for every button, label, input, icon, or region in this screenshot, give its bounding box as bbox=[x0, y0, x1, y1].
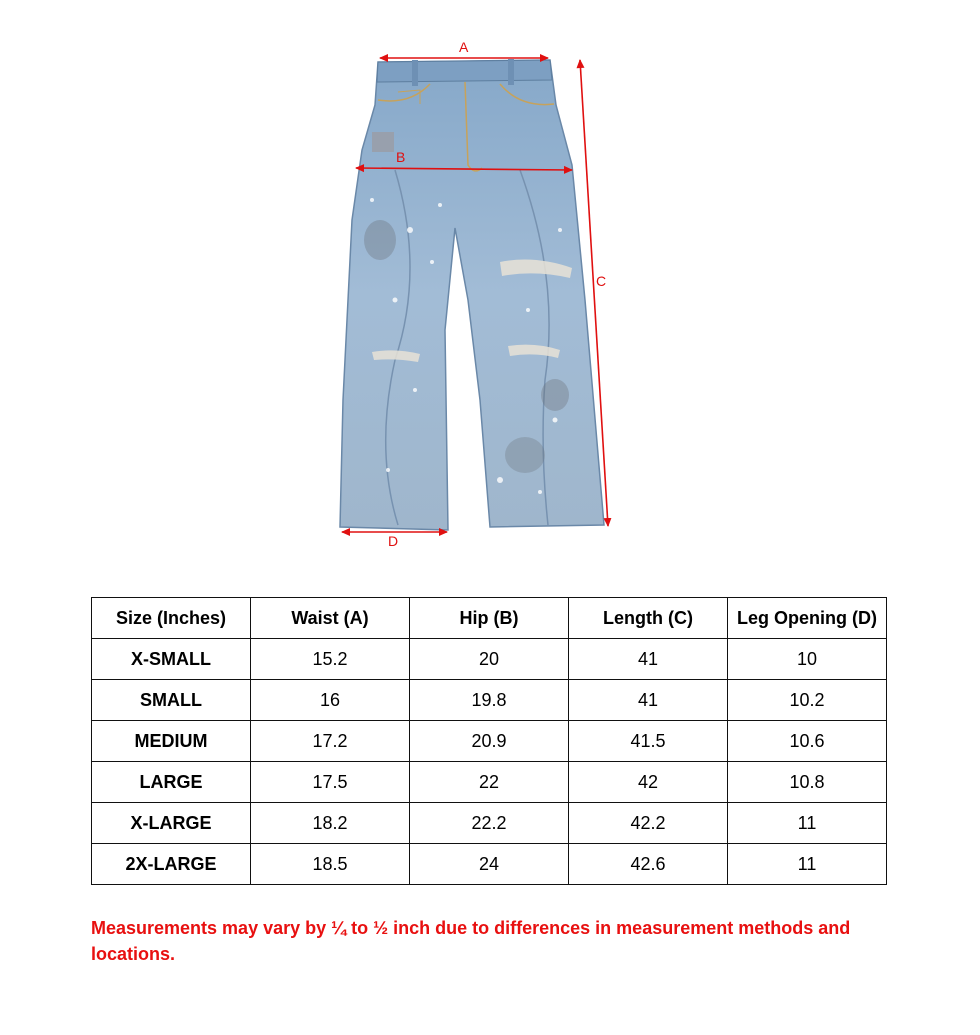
table-cell: 20 bbox=[410, 639, 569, 680]
stain bbox=[541, 379, 569, 411]
column-header: Leg Opening (D) bbox=[728, 598, 887, 639]
table-cell: 41 bbox=[569, 680, 728, 721]
table-cell: 18.5 bbox=[251, 844, 410, 885]
column-header: Hip (B) bbox=[410, 598, 569, 639]
size-chart-table bbox=[91, 597, 887, 885]
table-cell: 10.2 bbox=[728, 680, 887, 721]
table-row bbox=[92, 639, 887, 680]
table-cell: 24 bbox=[410, 844, 569, 885]
size-cell: LARGE bbox=[92, 762, 251, 803]
table-row bbox=[92, 721, 887, 762]
waistband bbox=[377, 60, 552, 82]
column-header: Waist (A) bbox=[251, 598, 410, 639]
table-header-row bbox=[92, 598, 887, 639]
table-row bbox=[92, 844, 887, 885]
size-cell: SMALL bbox=[92, 680, 251, 721]
measurement-note: Measurements may vary by ¼ to ½ inch due to differences in measurement methods and locations. bbox=[91, 918, 851, 964]
table-cell: 11 bbox=[728, 844, 887, 885]
table-cell: 19.8 bbox=[410, 680, 569, 721]
table-cell: 22 bbox=[410, 762, 569, 803]
size-cell: 2X-LARGE bbox=[92, 844, 251, 885]
table-cell: 42 bbox=[569, 762, 728, 803]
label-a: A bbox=[459, 39, 469, 55]
belt-loop bbox=[508, 59, 514, 85]
jeans-body bbox=[340, 60, 607, 530]
jeans-illustration bbox=[340, 59, 607, 530]
column-header: Size (Inches) bbox=[92, 598, 251, 639]
table-cell: 41 bbox=[569, 639, 728, 680]
table-row bbox=[92, 680, 887, 721]
table-cell: 41.5 bbox=[569, 721, 728, 762]
table-cell: 17.2 bbox=[251, 721, 410, 762]
distress-patch bbox=[372, 132, 394, 152]
table-cell: 17.5 bbox=[251, 762, 410, 803]
label-d: D bbox=[388, 533, 399, 549]
size-cell: X-LARGE bbox=[92, 803, 251, 844]
table-cell: 22.2 bbox=[410, 803, 569, 844]
table-cell: 10.6 bbox=[728, 721, 887, 762]
table-cell: 10 bbox=[728, 639, 887, 680]
table-cell: 10.8 bbox=[728, 762, 887, 803]
table-row bbox=[92, 762, 887, 803]
table-cell: 18.2 bbox=[251, 803, 410, 844]
column-header: Length (C) bbox=[569, 598, 728, 639]
stain bbox=[364, 220, 396, 260]
size-cell: MEDIUM bbox=[92, 721, 251, 762]
label-b: B bbox=[396, 149, 406, 165]
label-c: C bbox=[596, 273, 607, 289]
size-cell: X-SMALL bbox=[92, 639, 251, 680]
stain bbox=[505, 437, 545, 473]
table-cell: 20.9 bbox=[410, 721, 569, 762]
table-cell: 15.2 bbox=[251, 639, 410, 680]
table-cell: 11 bbox=[728, 803, 887, 844]
table-cell: 42.2 bbox=[569, 803, 728, 844]
table-row bbox=[92, 803, 887, 844]
table-cell: 42.6 bbox=[569, 844, 728, 885]
table-cell: 16 bbox=[251, 680, 410, 721]
belt-loop bbox=[412, 60, 418, 86]
